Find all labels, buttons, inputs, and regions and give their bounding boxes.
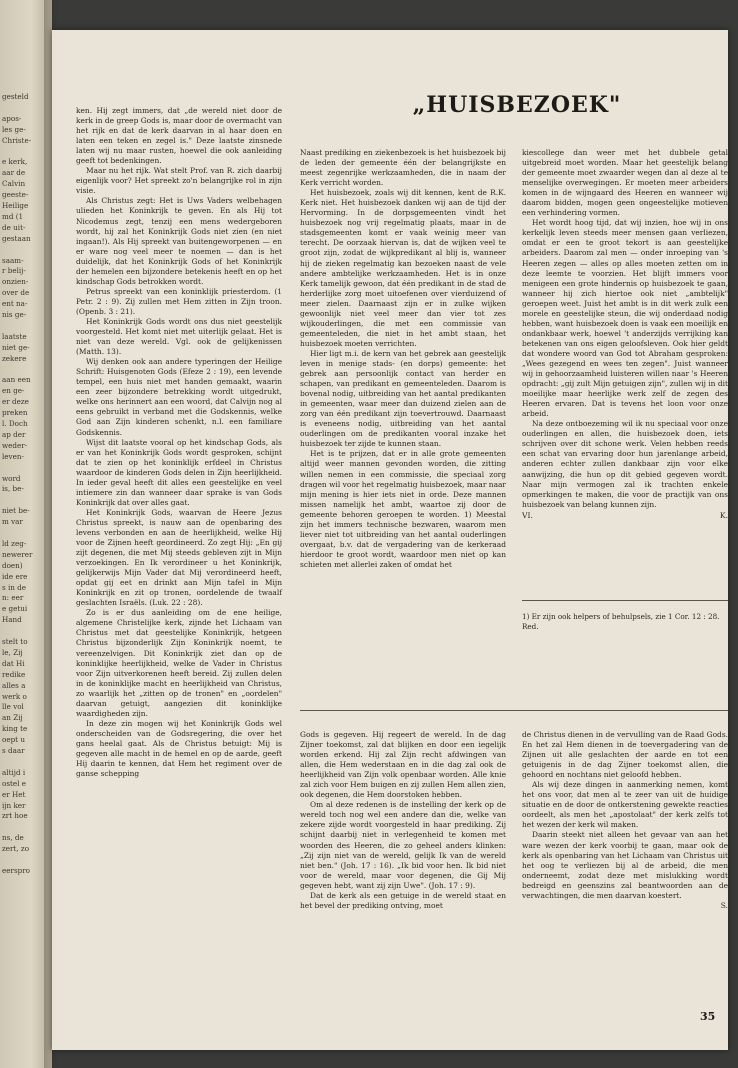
signoff-number: VI. xyxy=(522,510,533,520)
paragraph: Als wij deze dingen in aanmerking nemen, komt het ons voor, dat men al te zeer van uit de huidige situatie en de door de ontkerstening gewekte reacties oordeelt, als men het „apostolaat" der kerk zelfs tot het wezen der kerk wil maken. xyxy=(522,780,728,830)
gutter-text-fragment: aan een xyxy=(2,375,31,385)
signoff-author: K. xyxy=(719,510,728,520)
paragraph: Gods is gegeven. Hij regeert de wereld. In de dag Zijner toekomst, zal dat blijken en door een iegelijk worden erkend. Hij zal Zijn recht afdwingen van allen, die Hem wederstaan en in die dag zal ook de heerlijkheid van Zijn volk openbaar worden. Alle knie zal zich voor Hem buigen en zij zullen Hem allen zien, ook degenen, die Hem doorstoken hebben. xyxy=(300,730,506,800)
signature: S. xyxy=(720,900,728,910)
gutter-text-fragment: stelt to xyxy=(2,637,28,646)
gutter-text-fragment: is, be- xyxy=(2,484,24,494)
gutter-text-fragment: l. Doch xyxy=(2,419,28,428)
gutter-text-fragment: Hand xyxy=(2,615,22,625)
gutter-text-fragment: leven- xyxy=(2,451,24,461)
paragraph: Als Christus zegt: Het is Uws Vaders welbehagen ulieden het Koninkrijk te geven. En als Hij tot Nicodemus zegt, tenzij een mens wedergeboren wordt, hij zal het Koninkrijk Gods niet zien (en niet ingaan!). Als Hij spreekt van buitengeworpenen — en er ware nog veel meer te noemen — dan is het duidelijk, dat het Koninkrijk Gods of het Koninkrijk der hemelen een bijzondere betekenis heeft en op het kindschap Gods betrokken wordt. xyxy=(76,196,282,286)
gutter-text-fragment: laatste xyxy=(2,331,27,341)
gutter-text-fragment: nis ge- xyxy=(2,310,27,319)
paragraph: Petrus spreekt van een koninklijk priesterdom. (1 Petr. 2 : 9). Zij zullen met Hem zitten in Zijn troon. (Openb. 3 : 21). xyxy=(76,286,282,316)
paragraph: de Christus dienen in de vervulling van de Raad Gods. En het zal Hem dienen in de toevergadering van de Zijnen uit alle geslachten der aarde en tot een getuigenis in de dag Zijner toekomst allen, die gehoord en nochtans niet geloofd hebben. xyxy=(522,730,728,780)
paragraph: Maar nu het rijk. Wat stelt Prof. van R. zich daarbij eigenlijk voor? Het spreekt zo'n belangrijke rol in zijn visie. xyxy=(76,166,282,196)
gutter-text-fragment: ostel e xyxy=(2,778,26,788)
footnote: 1) Er zijn ook helpers of behulpsels, zie 1 Cor. 12 : 28. Red. xyxy=(522,612,720,631)
gutter-text-fragment: word xyxy=(2,473,21,483)
gutter-text-fragment: Christe- xyxy=(2,135,32,145)
gutter-text-fragment: ent na- xyxy=(2,299,28,309)
gutter-text-fragment: gestaan xyxy=(2,233,31,243)
gutter-text-fragment: niet be- xyxy=(2,506,30,516)
gutter-text-fragment: lle vol xyxy=(2,702,24,712)
paragraph: kiescollege dan weer met het dubbele getal uitgebreid moet worden. Maar het geestelijk belang der gemeente moet zwaarder wegen dan al deze al te menselijke overwegingen. Er moeten meer arbeiders komen in de wijngaard des Heeren en wanneer wij daarom bidden, mogen geen ongeestelijke motieven een verhindering vormen. xyxy=(522,148,728,218)
gutter-text-fragment: zert, zo xyxy=(2,844,30,854)
gutter-text-fragment: dat Hi xyxy=(2,658,25,668)
gutter-text-fragment: ide ere xyxy=(2,571,28,581)
gutter-text-fragment: oept u xyxy=(2,735,25,745)
gutter-text-fragment: zrt hoe xyxy=(2,811,28,821)
article-signoff xyxy=(522,511,728,521)
magazine-page xyxy=(52,30,728,1050)
gutter-text-fragment: doen) xyxy=(2,560,23,570)
article-title: „HUISBEZOEK" xyxy=(412,92,622,118)
paragraph: Het Koninkrijk Gods, waarvan de Heere Jezus Christus spreekt, is nauw aan de openbaring des levens verbonden en aan de heerlijkheid, welke Hij voor de Zijnen heeft geordineerd. Zo zegt Hij: „En gij zijt degenen, die met Mij steeds gebleven zijt in Mijn verzoekingen. En Ik verordineer u het Koninkrijk, gelijkerwijs Mijn Vader dat Mij verordineerd heeft, opdat gij eet en drinkt aan Mijn tafel in Mijn Koninkrijk en zit op tronen, oordelende de twaalf geslachten Israëls. (Luk. 22 : 28). xyxy=(76,507,282,608)
gutter-text-fragment: ap der xyxy=(2,429,26,439)
paragraph: ken. Hij zegt immers, dat „de wereld niet door de kerk in de greep Gods is, maar door de overmacht van het rijk en dat de kerk daarvan in al haar doen en laten een teken en zegel is." Deze laatste zinsnede laten wij nu maar rusten, hoewel die ook aanleiding geeft tot bedenkingen. xyxy=(76,106,282,166)
gutter-text-fragment: er Het xyxy=(2,789,26,799)
paragraph: Dat de kerk als een getuige in de wereld staat en het bevel der prediking ontving, moet xyxy=(300,890,506,910)
gutter-text-fragment: preken xyxy=(2,408,28,418)
page-number: 35 xyxy=(700,1010,716,1023)
paragraph: Na deze ontboezeming wil ik nu speciaal voor onze ouderlingen en allen, die huisbezoek doen, iets schrijven over dit schone werk. Velen hebben reeds een schat van ervaring door hun jarenlange arbeid, anderen echter zullen dankbaar zijn voor elke aanwijzing, die hun op dit gebied gegeven wordt. Naar mijn vermogen zal ik trachten enkele opmerkingen te maken, die voor de practijk van ons huisbezoek van belang kunnen zijn. xyxy=(522,419,728,509)
gutter-text-fragment: aar de xyxy=(2,168,26,178)
paragraph: Het Koninkrijk Gods wordt ons dus niet geestelijk voorgesteld. Het komt niet met uiterlijk gelaat. Het is niet van deze wereld. Vgl. ook de gelijkenissen (Matth. 13). xyxy=(76,316,282,357)
column-huisbezoek-2 xyxy=(522,148,728,521)
paragraph: Om al deze redenen is de instelling der kerk op de wereld toch nog wel een andere dan die, welke van zekere zijde wordt voorgesteld in haar prediking. Zij schijnt daarbij niet in verlegenheid te komen met woorden des Heeren, die zo geheel anders klinken: „Zij zijn niet van de wereld, gelijk Ik van de wereld niet ben." (Joh. 17 : 16). „Ik bid voor hen. Ik bid niet voor de wereld, maar voor degenen, die Gij Mij gegeven hebt, want zij zijn Uwe". (Joh. 17 : 9). xyxy=(300,800,506,890)
gutter-text-fragment: s in de xyxy=(2,582,27,592)
gutter-text-fragment: er deze xyxy=(2,397,29,407)
paragraph: Het is te prijzen, dat er in alle grote gemeenten altijd weer mannen gevonden worden, die zitting willen nemen in een commissie, die speciaal zorg dragen wil voor het regelmatig huisbezoek, maar naar mijn mening is hier iets niet in orde. Deze mannen missen namelijk het ambt, waartoe zij door de gemeente behoren geroepen te worden. 1) Meestal zijn het immers technische bezwaren, waarom men liever niet tot uitbreiding van het aantal ouderlingen overgaat, b.v. dat de vergadering van de kerkeraad hierdoor te groot wordt, waardoor men niet op kan schieten met allerlei zaken of omdat het xyxy=(300,449,506,569)
paragraph: Wij denken ook aan andere typeringen der Heilige Schrift: Huisgenoten Gods (Efeze 2 : 19), een levende tempel, een huis niet met handen gemaakt, waarin een zeer bijzondere betrekking wordt uitgedrukt, welke ons herinnert aan een woord, dat Calvijn nog al eens gebruikt in verband met die Godskennis, welke God aan Zijn kinderen schenkt, n.l. een familiare Godskennis. xyxy=(76,357,282,437)
gutter-text-fragment: an Zij xyxy=(2,713,23,723)
section-divider xyxy=(300,710,728,711)
footnote-rule xyxy=(522,600,728,601)
paragraph: Zo is er dus aanleiding om de ene heilige, algemene Christelijke kerk, zijnde het Lichaam van Christus met dat geestelijke Koninkrijk, hetgeen Christus bijzonderlijk Zijn Koninkrijk noemt, te vereenzelvigen. Dit Koninkrijk ziet dan op de koninklijke heerlijkheid, welke de Vader in Christus voor Zijn uitverkorenen heeft bereid. Zij zullen delen in de koninklijke macht en heerlijkheid van Christus, zo waarlijk het „zitten op de tronen" en „oordelen" daarvan getuigt, aangezien dit koninklijke waardigheden zijn. xyxy=(76,608,282,718)
gutter-text-fragment: over de xyxy=(2,288,30,298)
gutter-text-fragment: s daar xyxy=(2,746,25,755)
gutter-text-fragment: le, Zij xyxy=(2,647,23,657)
gutter-text-fragment: alles a xyxy=(2,680,26,690)
gutter-text-fragment: en ge- xyxy=(2,386,25,396)
gutter-text-fragment: werk o xyxy=(2,691,27,701)
gutter-text-fragment: n: eer xyxy=(2,593,24,603)
gutter-text-fragment: ns, de xyxy=(2,833,24,843)
gutter-text-fragment: m var xyxy=(2,517,23,527)
gutter-text-fragment: r belij- xyxy=(2,266,26,276)
gutter-text-fragment: de uit- xyxy=(2,222,26,232)
paragraph: Het huisbezoek, zoals wij dit kennen, kent de R.K. Kerk niet. Het huisbezoek danken wij aan de tijd der Hervorming. In de dorpsgemeenten vindt het huisbezoek nog vrij regelmatig plaats, maar in de stadsgemeenten komt er vaak weinig meer van terecht. De oorzaak hiervan is, dat de wijken veel te groot zijn, zodat de wijkpredikant al blij is, wanneer hij de zieken regelmatig kan bezoeken naast de vele andere ambtelijke werkzaamheden. Het is in onze Kerk tamelijk gewoon, dat één predikant in de stad de herderlijke zorg moet uitoefenen over vierduizend of meer zielen. Daarnaast zijn er in zulke wijken gewoonlijk niet veel meer dan vier tot zes wijkouderlingen, die met een commissie van gemeenteleden, die niet in het ambt staan, het huisbezoek moeten verrichten. xyxy=(300,188,506,348)
gutter-text-fragment: Calvin xyxy=(2,179,26,189)
gutter-text-fragment: newerer xyxy=(2,549,33,559)
gutter-text-fragment: weder- xyxy=(2,440,28,450)
gutter-text-fragment: redike xyxy=(2,669,26,679)
gutter-text-fragment: e getui xyxy=(2,604,28,614)
gutter-text-fragment: eerspro xyxy=(2,865,30,875)
column-continued-middle xyxy=(300,730,506,911)
paragraph: Naast prediking en ziekenbezoek is het huisbezoek bij de leden der gemeente één der belangrijkste en meest zegenrijke werkzaamheden, die in naam der Kerk verricht worden. xyxy=(300,148,506,188)
column-huisbezoek-1 xyxy=(300,148,506,570)
gutter-text-fragment: apos- xyxy=(2,113,22,123)
paragraph: Daarin steekt niet alleen het gevaar van aan het ware wezen der kerk voorbij te gaan, maar ook de kerk als openbaring van het Lichaam van Christus uit het oog te verliezen bij al de arbeid, die men onderneemt, zodat deze met mislukking wordt bedreigd en geenszins zal beantwoorden aan de verwachtingen, die men daarvan koestert. xyxy=(522,830,728,900)
paragraph: In deze zin mogen wij het Koninkrijk Gods wel onderscheiden van de Godsregering, die over het gans heelal gaat. Als de Christus betuigt: Mij is gegeven alle macht in de hemel en op de aarde, geeft Hij daarin te kennen, dat Hem het regiment over de ganse schepping xyxy=(76,718,282,779)
gutter-text-fragment: les ge- xyxy=(2,124,26,134)
gutter-text-fragment: ld zeg- xyxy=(2,538,27,548)
paragraph: Wijst dit laatste vooral op het kindschap Gods, als er van het Koninkrijk Gods wordt gesproken, schijnt dat te zien op het koninklijk erfdeel in Christus waardoor de kinderen Gods delen in Zijn heerlijkheid. In ieder geval heeft dit alles een geestelijke en veel intiemere zin dan wanneer daar sprake is van Gods Koninkrijk dat over alles gaat. xyxy=(76,437,282,507)
paragraph: Hier ligt m.i. de kern van het gebrek aan geestelijk leven in menige stads- (en dorps) gemeente: het gebrek aan persoonlijk contact van herder en schapen, van predikant en gemeenteleden. Daarom is bovenal nodig, uitbreiding van het aantal predikanten in gemeenten, waar meer dan duizend zielen aan de zorg van één predikant zijn toevertrouwd. Daarnaast is eveneens nodig, uitbreiding van het aantal ouderlingen om de predikanten vooral inzake het huisbezoek ter zijde te kunnen staan. xyxy=(300,348,506,449)
gutter-text-fragment: gesteld xyxy=(2,92,29,101)
gutter-text-fragment: ijn ker xyxy=(2,800,26,810)
gutter-text-fragment: geeste- xyxy=(2,190,29,200)
gutter-text-fragment: niet ge- xyxy=(2,342,30,352)
gutter-text-fragment: onzien- xyxy=(2,277,29,287)
paragraph: Het wordt hoog tijd, dat wij inzien, hoe wij in ons kerkelijk leven steeds meer mensen gaan verliezen, omdat er een te groot tekort is aan geestelijke arbeiders. Daarom zal men — onder inroeping van 's Heeren zegen — alles op alles moeten zetten om in deze leemte te voorzien. Het blijft immers voor menigeen een grote hindernis op huisbezoek te gaan, wanneer hij zich hiertoe ook niet „ambtelijk" geroepen weet. Juist het ambt is in dit werk zulk een morele en geestelijke steun, die wij onderdaad nodig hebben, want huisbezoek doen is vaak een moeilijk en ondankbaar werk, hoewel 't anderzijds verrijking kan betekenen van ons eigen geloofsleven. Ook hier geldt dat wondere woord van God tot Abraham gesproken: „Wees gezegend en wees ten zegen". Juist wanneer wij in gehoorzaamheid luisteren willen naar 's Heeren opdracht: „gij zult Mijn getuigen zijn", zullen wij in dit moeilijke maar heerlijke werk zelf de zegen des Heeren ervaren. Dat is tevens het loon voor onze arbeid. xyxy=(522,218,728,419)
gutter-text-fragment: md (1 xyxy=(2,211,24,221)
column-continued-left xyxy=(76,106,282,779)
gutter-text-fragment: king te xyxy=(2,724,28,734)
gutter-text-fragment: Heilige xyxy=(2,201,29,210)
gutter-text-fragment: saam- xyxy=(2,255,24,265)
column-continued-right xyxy=(522,730,728,911)
gutter-text-fragment: e kerk, xyxy=(2,157,28,167)
gutter-text-fragment: zekere xyxy=(2,353,27,363)
gutter-text-fragment: altijd i xyxy=(2,767,26,777)
